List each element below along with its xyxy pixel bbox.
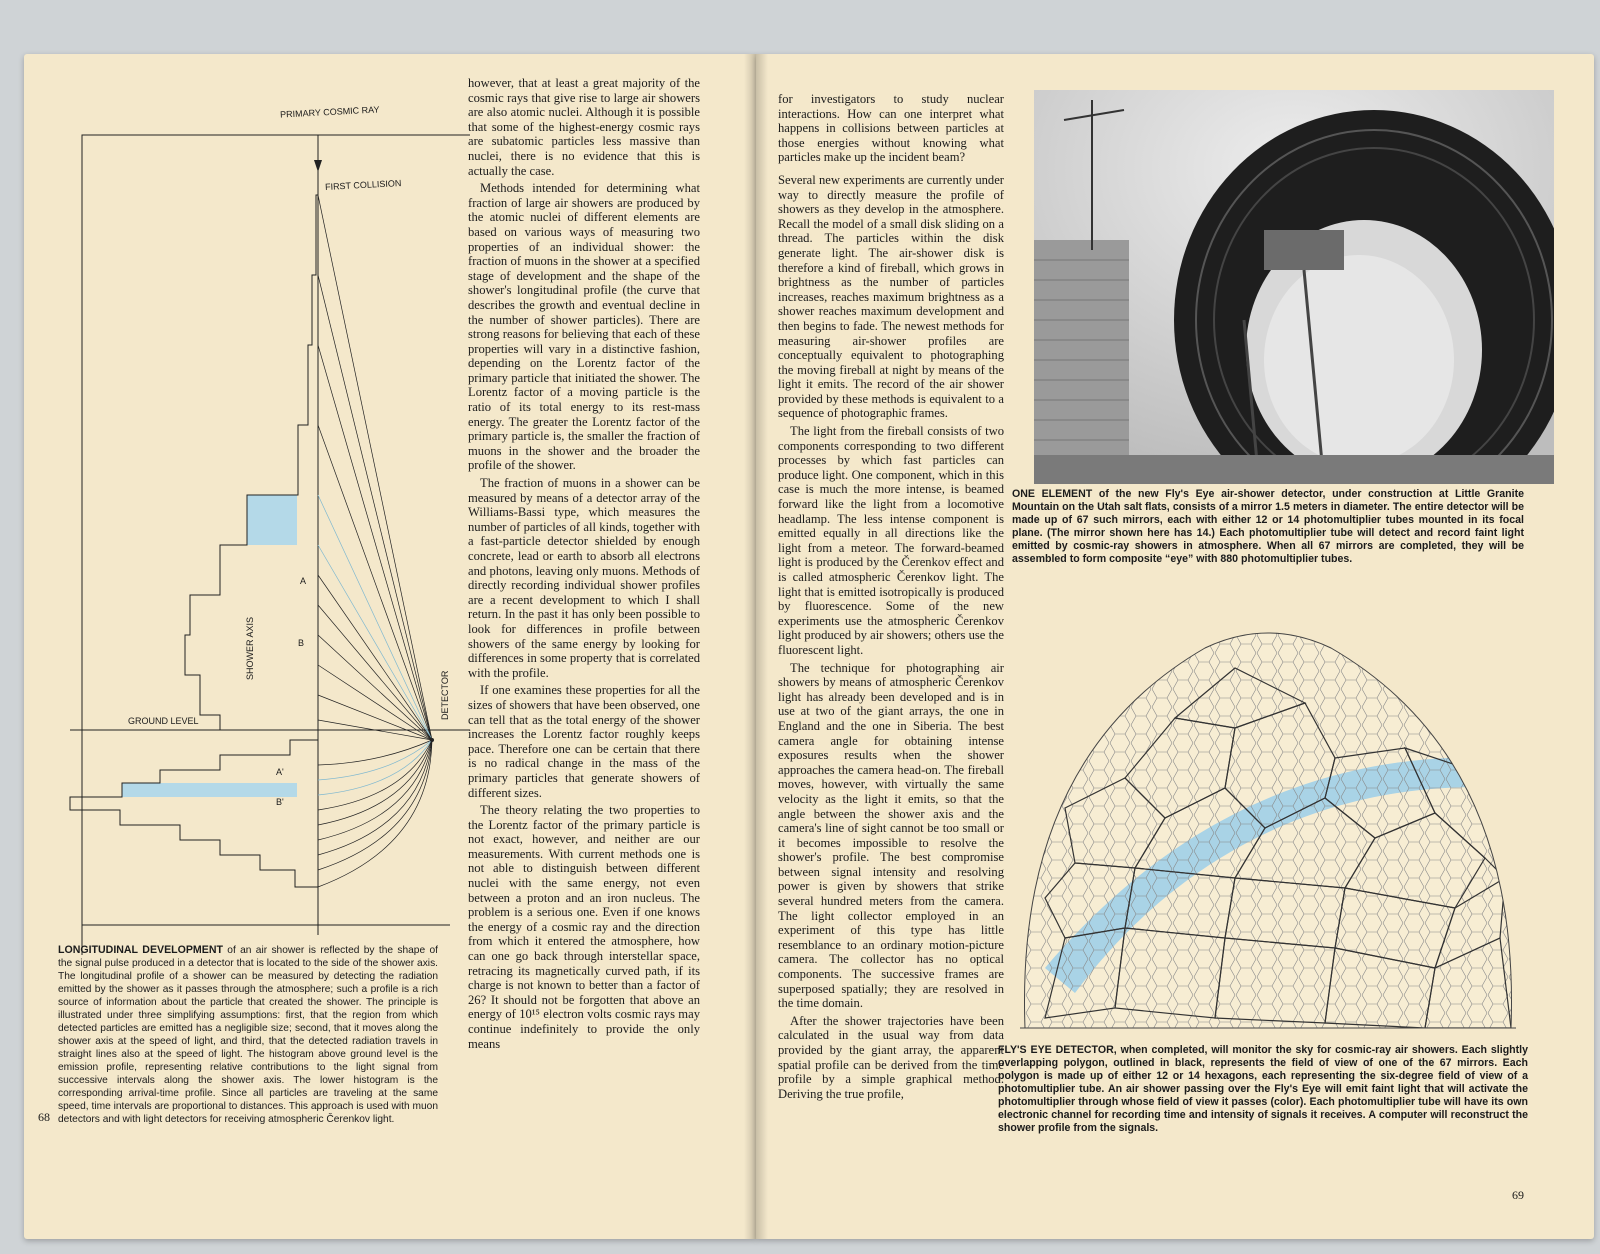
caption-text: of the new Fly's Eye air-shower detector, under construction at Little Granite Mountain on the Utah salt flats, consists of a mirror 1.5 meters in diameter. The entire detector will be made up of 67 such mirrors, each with either 12 or 14 photomultiplier tubes mounted in its focal plane. (The mirror shown here has 14.) Each photomultiplier tube will detect and record faint light emitted by cosmic-ray showers in atmosphere. When all 67 mirrors are completed, they will be assembled to form composite “eye” with 880 photomultiplier tubes. — [1012, 488, 1525, 565]
paragraph: If one examines these properties for all the sizes of showers that have been observed, one can tell that as the total energy of the shower increases the Lorentz factor roughly keeps pace. Therefore one can be certain that there is no radical change in the mass of the primary particles that generate showers of different sizes. — [468, 683, 700, 800]
photo-caption — [1012, 488, 1524, 566]
figure-caption-longitudinal — [58, 944, 438, 1126]
label-first-collision: FIRST COLLISION — [324, 178, 402, 192]
paragraph-dropcap: Several new experiments are currently under way to directly measure the profile of showers as they develop in the atmosphere. Recall the model of a small disk sliding on a thread. The particles within the disk generate light. The air-shower disk is therefore a kind of fireball, which grows in brightness as the number of particles increases, reaches maximum brightness as a shower reaches maximum development and then begins to fade. The newest methods for measuring air-shower profiles are conceptually equivalent to photographing the moving fireball at night by means of the light it emits. The record of the air shower provided by these methods is equivalent to a sequence of photographic frames. — [778, 172, 1004, 421]
book-gutter — [744, 54, 768, 1239]
longitudinal-development-diagram — [60, 75, 470, 955]
label-shower-axis: SHOWER AXIS — [245, 616, 255, 680]
label-primary-cosmic-ray: PRIMARY COSMIC RAY — [279, 104, 380, 120]
paragraph: Methods intended for determining what fraction of large air showers are produced by the atomic nuclei of different elements are based on various ways of measuring two properties of an individual shower: the fraction of muons in the shower at a specified stage of development and the shape of the shower's longitudinal profile (the curve that describes the growth and eventual decline in the number of shower particles). There are strong reasons for believing that each of these properties will vary in a distinctive fashion, depending on the Lorentz factor of the primary particle that initiated the shower. The Lorentz factor of a moving particle is the ratio of its total energy to its rest-mass energy. The greater the Lorentz factor of the primary particle is, the smaller the fraction of muons in the shower and the broader the profile of the shower. — [468, 181, 700, 473]
right-text-column — [778, 92, 1004, 1132]
paragraph: The theory relating the two properties to the Lorentz factor of the primary particle is not exact, however, and neither are our measurements. With current methods one is not able to distinguish between different nuclei with the same energy, not even between a proton and an iron nucleus. The problem is a serious one. Even if one knows the energy of a cosmic ray and the direction from which it entered the atmosphere, how can one go back through interstellar space, retracing its magnetically curved path, if its charge is not known to better than a factor of 26? It should not be forgotten that above an energy of 10¹⁵ electron volts cosmic rays may continue indefinitely to provide the only means — [468, 803, 700, 1051]
page-number-left: 68 — [38, 1110, 50, 1124]
paragraph: however, that at least a great majority of the cosmic rays that give rise to large air showers are also atomic nuclei. Although it is possible that some of the highest-energy cosmic rays are subatomic particles less massive than nuclei, there is no evidence that this is actually the case. — [468, 76, 700, 178]
label-ground-level: GROUND LEVEL — [128, 716, 199, 726]
label-detector: DETECTOR — [440, 670, 450, 720]
paragraph: The fraction of muons in a shower can be measured by means of a detector array of the Williams-Bassi type, which measures the number of particles of all kinds, together with a fast-particle detector shielded by enough concrete, lead or earth to absorb all electrons and photons, leaving only muons. Methods of directly recording individual shower profiles are a recent development to which I shall return. In the past it has only been possible to look for differences in profile between showers of the same energy by looking for differences in some property that is correlated with the profile. — [468, 476, 700, 680]
label-a-prime: A' — [276, 767, 284, 777]
label-b: B — [298, 638, 305, 648]
paragraph: After the shower trajectories have been calculated in the usual way from data provided by the giant array, the apparent spatial profile can be derived from the time profile by a simple graphical method. Deriving the true profile, — [778, 1013, 1004, 1101]
caption-lead: ONE ELEMENT — [1012, 488, 1093, 500]
caption-text: , when completed, will monitor the sky for cosmic-ray air showers. Each slightly overlapping polygon, outlined in black, represents the field of view of one of the 67 mirrors. Each polygon is made up of either 12 or 14 hexagons, each representing the six-degree field of view of a photomultiplier tube. An air shower passing over the Fly's Eye will emit faint light that will activate the photomultiplier through whose field of view it passes (color). Each photomultiplier tube will have its own electronic channel for recording time and intensity of signals it receives. A computer will reconstruct the shower profile from the signals. — [998, 1044, 1529, 1134]
dome-caption — [998, 1044, 1528, 1135]
page-number-right: 69 — [1512, 1188, 1524, 1202]
paragraph: for investigators to study nuclear interactions. How can one interpret what happens in collisions between particles at those energies without knowing what particles make up the incident beam? — [778, 92, 1004, 165]
left-text-column — [468, 76, 700, 1136]
caption-text: of an air shower is reflected by the shape of the signal pulse produced in a detector that is located to the side of the shower axis. The longitudinal profile of a shower can be measured by detecting the radiation emitted by the shower as it passes through the atmosphere; such a profile is a rich source of information about the particle that created the shower. The principle is illustrated under three simplifying assumptions: first, that the region from which detected particles are emitted has a negligible size; second, that it moves along the shower axis at the speed of light, and third, that the detected radiation travels in straight lines also at the speed of light. The histogram above ground level is the emission profile, representing relative contributions to the light signal from successive intervals along the shower axis. The lower histogram is the corresponding arrival-time profile. Since all particles are traveling at the same speed, time intervals are proportional to distances. This approach is used with muon detectors and with light detectors for receiving atmospheric Čerenkov light. — [58, 945, 438, 1125]
caption-lead: FLY'S EYE DETECTOR — [998, 1044, 1114, 1056]
label-a: A — [300, 576, 307, 586]
paragraph: The light from the fireball consists of two components corresponding to two different processes by which fast particles can produce light. One component, which in this case is much the more intense, is beamed forward like the light from a locomotive headlamp. The less intense component is emitted equally in all directions like the light from a meteor. The forward-beamed light is produced by the Čerenkov effect and is called atmospheric Čerenkov light. The light that is emitted isotropically is produced by fluorescence. Some of the new experiments use the atmospheric Čerenkov light produced by air showers; others use the fluorescent light. — [778, 424, 1004, 657]
paragraph: The technique for photographing air showers by means of atmospheric Čerenkov light has already been developed and is in use at two of the giant arrays, the one in England and the one in Siberia. The best camera angle for obtaining intense exposures results when the shower approaches the camera head-on. The fireball moves, however, with virtually the same velocity as the light it emits, so that the angle between the shower axis and the camera's line of sight cannot be too small or it becomes impossible to resolve the shower's profile. The best compromise between signal intensity and resolving power is given by showers that strike several hundred meters from the camera. The light collector employed in an experiment of this type has little resemblance to an ordinary motion-picture camera. The collector has no optical components. The successive frames are superposed spatially; they are resolved in the time domain. — [778, 660, 1004, 1011]
flys-eye-dome-diagram — [1005, 608, 1531, 1038]
flys-eye-mirror-photo — [1034, 90, 1554, 484]
label-b-prime: B' — [276, 797, 284, 807]
caption-lead: LONGITUDINAL DEVELOPMENT — [58, 944, 223, 956]
